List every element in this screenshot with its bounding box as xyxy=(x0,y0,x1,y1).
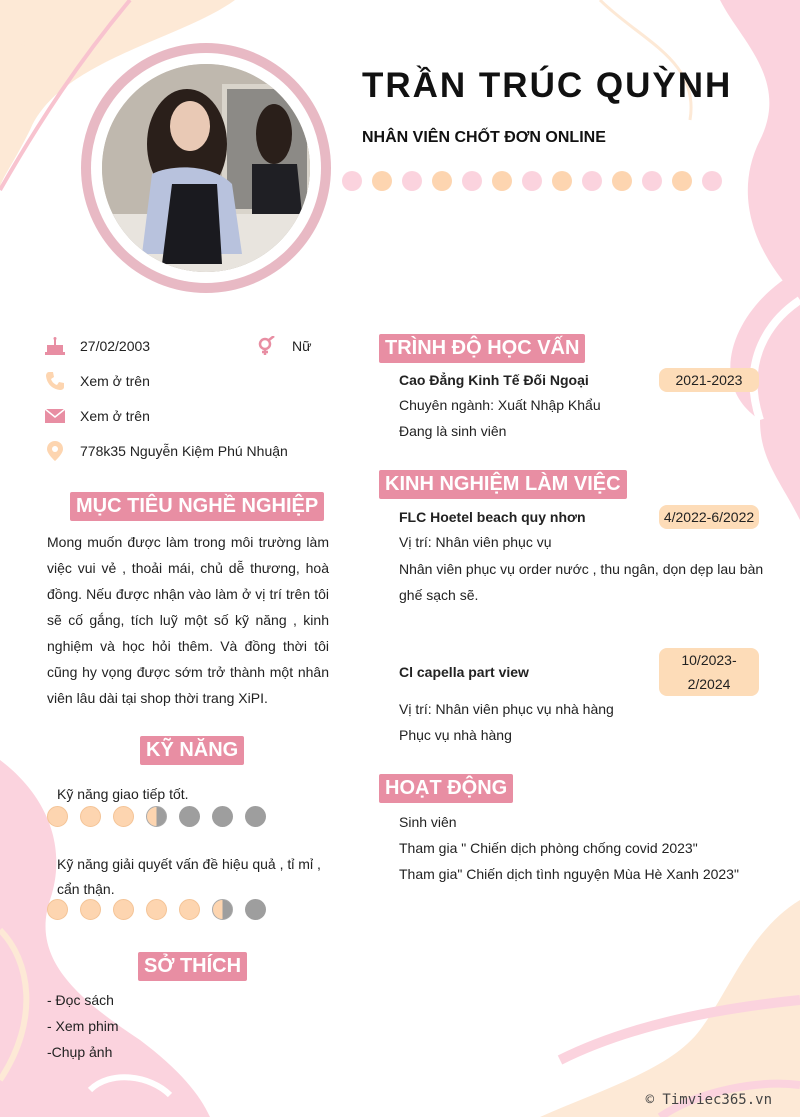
activity-item: Tham gia" Chiến dịch tình nguyện Mùa Hè Xanh 2023" xyxy=(399,866,739,882)
job-position: Vị trí: Nhân viên phục vụ nhà hàng xyxy=(399,701,614,717)
profile-photo xyxy=(102,64,310,272)
job-title: NHÂN VIÊN CHỐT ĐƠN ONLINE xyxy=(362,129,606,146)
skills-title: KỸ NĂNG xyxy=(140,736,244,765)
job-description: Phục vụ nhà hàng xyxy=(399,727,512,743)
activity-item: Tham gia " Chiến dịch phòng chống covid 2023" xyxy=(399,840,698,856)
email-value: Xem ở trên xyxy=(80,408,150,424)
job-period: 10/2023-2/2024 xyxy=(659,648,759,696)
decorative-dot xyxy=(552,171,572,191)
education-status: Đang là sinh viên xyxy=(399,423,507,439)
phone-value: Xem ở trên xyxy=(80,373,150,389)
decorative-dot xyxy=(432,171,452,191)
location-icon xyxy=(44,442,66,460)
job-position: Vị trí: Nhân viên phục vụ xyxy=(399,534,552,550)
rating-dot xyxy=(245,899,266,920)
rating-dot xyxy=(146,806,167,827)
education-major: Chuyên ngành: Xuất Nhập Khẩu xyxy=(399,397,601,413)
objective-text: Mong muốn được làm trong môi trường làm việc vui vẻ , thoải mái, chủ dễ thương, hoà đồng. Nếu được nhận vào làm ở vị trí trên tôi sẽ cố gắng, tích luỹ một số kỹ năng , kinh nghiệm và học hỏi thêm. Và đồng thời tôi cũng hy vọng được sớm trở thành một nhân viên lâu dài tại shop thời trang XiPI. xyxy=(47,534,329,706)
objective-title: MỤC TIÊU NGHỀ NGHIỆP xyxy=(70,492,324,521)
decorative-dots xyxy=(342,171,722,191)
avatar xyxy=(81,43,331,293)
gender-value: Nữ xyxy=(292,338,312,354)
address-value: 778k35 Nguyễn Kiệm Phú Nhuận xyxy=(80,443,288,459)
hobbies-title: SỞ THÍCH xyxy=(138,952,247,981)
hobby-item: -Chụp ảnh xyxy=(47,1044,113,1060)
decorative-dot xyxy=(462,171,482,191)
email-row xyxy=(44,407,150,425)
rating-dot xyxy=(47,899,68,920)
birthday-value: 27/02/2003 xyxy=(80,338,151,354)
rating-dot xyxy=(146,899,167,920)
phone-icon xyxy=(44,372,66,390)
decorative-dot xyxy=(492,171,512,191)
decorative-dot xyxy=(372,171,392,191)
job-description: Nhân viên phục vụ order nước , thu ngân, dọn dẹp lau bàn ghế sạch sẽ. xyxy=(399,561,764,603)
rating-dot xyxy=(47,806,68,827)
skill-rating xyxy=(47,899,266,920)
cake-icon xyxy=(44,337,66,355)
rating-dot xyxy=(179,899,200,920)
gender-row xyxy=(256,337,311,355)
mail-icon xyxy=(44,407,66,425)
hobby-item: - Xem phim xyxy=(47,1018,119,1034)
rating-dot xyxy=(80,806,101,827)
candidate-name: TRẦN TRÚC QUỲNH xyxy=(362,66,733,105)
footer-credit: © Timviec365.vn xyxy=(645,1092,772,1108)
job-company: Cl capella part view xyxy=(399,664,529,680)
job-company: FLC Hoetel beach quy nhơn xyxy=(399,509,586,525)
decorative-dot xyxy=(582,171,602,191)
education-period: 2021-2023 xyxy=(659,368,759,392)
decorative-dot xyxy=(342,171,362,191)
address-row xyxy=(44,442,288,460)
decorative-dot xyxy=(702,171,722,191)
decorative-dot xyxy=(522,171,542,191)
school-name: Cao Đẳng Kinh Tế Đối Ngoại xyxy=(399,372,589,388)
rating-dot xyxy=(113,899,134,920)
hobby-item: - Đọc sách xyxy=(47,992,114,1008)
rating-dot xyxy=(179,806,200,827)
rating-dot xyxy=(212,806,233,827)
rating-dot xyxy=(113,806,134,827)
rating-dot xyxy=(245,806,266,827)
skill-name: Kỹ năng giao tiếp tốt. xyxy=(57,786,189,802)
experience-title: KINH NGHIỆM LÀM VIỆC xyxy=(379,470,627,499)
education-title: TRÌNH ĐỘ HỌC VẤN xyxy=(379,334,585,363)
gender-icon xyxy=(256,337,278,355)
birthday-row xyxy=(44,337,150,355)
decorative-dot xyxy=(642,171,662,191)
decorative-dot xyxy=(612,171,632,191)
rating-dot xyxy=(80,899,101,920)
activities-title: HOẠT ĐỘNG xyxy=(379,774,513,803)
job-period: 4/2022-6/2022 xyxy=(659,505,759,529)
skill-rating xyxy=(47,806,266,827)
phone-row xyxy=(44,372,150,390)
decorative-dot xyxy=(402,171,422,191)
activity-item: Sinh viên xyxy=(399,814,457,830)
skill-name: Kỹ năng giải quyết vấn đề hiệu quả , tỉ mỉ , cẩn thận. xyxy=(57,856,321,897)
rating-dot xyxy=(212,899,233,920)
decorative-dot xyxy=(672,171,692,191)
